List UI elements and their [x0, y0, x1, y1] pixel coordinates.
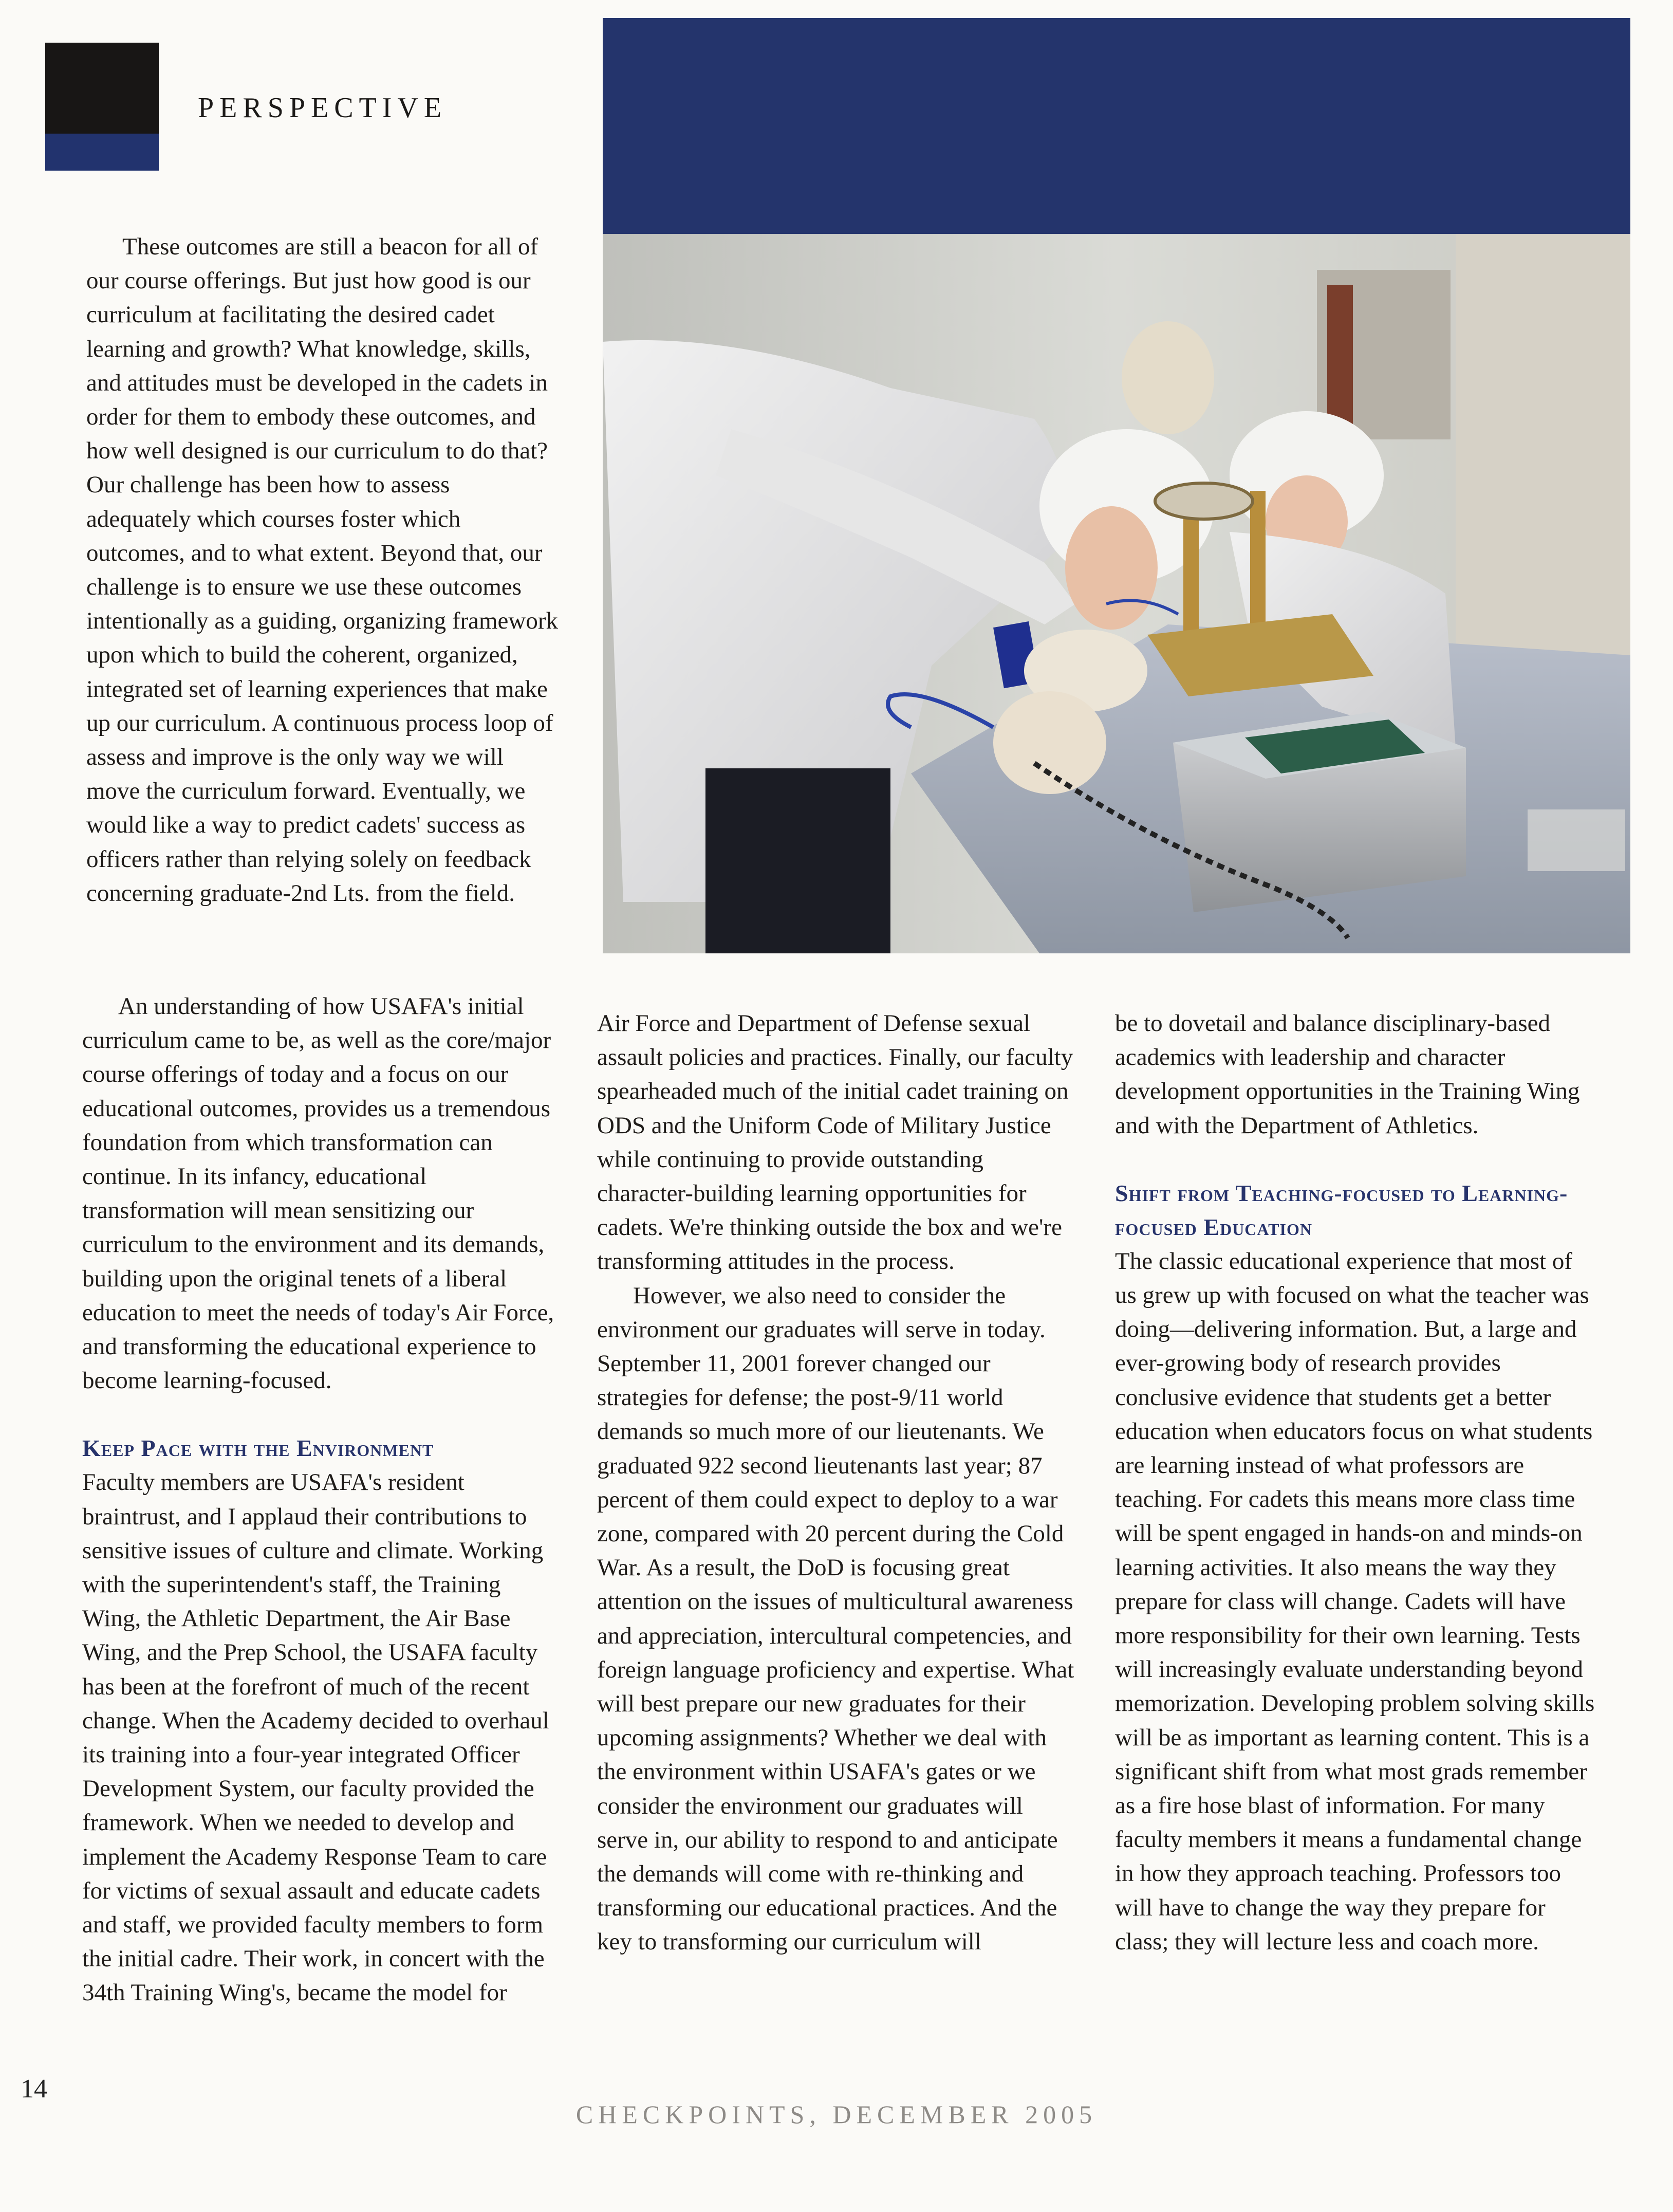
body-paragraph: Air Force and Department of Defense sexual assault policies and practices. Finally, our faculty spearheaded much of the initial cadet training on ODS and the Uniform Code of Military Justice while continuing to provide outstanding character-building learning opportunities for cadets. We're thinking outside the box and we're transforming attitudes in the process.: [597, 1010, 1073, 1275]
section-marker-blue: [45, 134, 159, 171]
section-heading: Shift from Teaching-focused to Learning-focused Education: [1115, 1179, 1568, 1240]
body-paragraph: The classic educational experience that most of us grew up with focused on what the teacher was doing—delivering information. But, a large and ever-growing body of research provides conclusive evidence that students get a better education when educators focus on what students are learning instead of what professors are teaching. For cadets this means more class time will be spent engaged in hands-on and minds-on learning activities. It also means the way they prepare for class will change. Cadets will have more responsibility for their own learning. Tests will increasingly evaluate understanding beyond memorization. Developing problem solving skills will be as important as learning content. This is a significant shift from what most grads remember as a fire hose blast of information. For many faculty members it means a fundamental change in how they approach teaching. Professors too will have to change the way they prepare for class; they will lecture less and coach more.: [1115, 1247, 1595, 1955]
body-paragraph: These outcomes are still a beacon for all of our course offerings. But just how good is our curriculum at facilitating the desired cadet learning and growth? What knowledge, skills, and attitudes must be developed in the cadets in order for them to embody these outcomes, and how well designed is our curriculum to do that? Our challenge has been how to assess adequately which courses foster which outcomes, and to what extent. Beyond that, our challenge is to ensure we use these outcomes intentionally as a guiding, organizing framework upon which to build the coherent, organized, integrated set of learning experiences that make up our curriculum. A continuous process loop of assess and improve is the only way we will move the curriculum forward. Eventually, we would like a way to predict cadets' success as officers rather than relying solely on feedback concerning graduate-2nd Lts. from the field.: [86, 233, 559, 907]
publication-footer: CHECKPOINTS, DECEMBER 2005: [575, 2100, 1098, 2129]
lab-photo-illustration: [603, 234, 1630, 953]
body-paragraph: An understanding of how USAFA's initial curriculum came to be, as well as the core/major course offerings of today and a focus on our educational outcomes, provides us a tremendous foundation from which transformation can continue. In its infancy, educational transformation will mean sensitizing our curriculum to the environment and its demands, building upon the original tenets of a liberal education to meet the needs of today's Air Force, and transforming the educational experience to become learning-focused.: [82, 993, 554, 1394]
column-left-top: [86, 230, 559, 910]
lab-photo: [603, 234, 1630, 953]
paragraph-gap: [82, 1397, 563, 1431]
photo-top-band: [603, 18, 1630, 234]
paragraph-gap: [1115, 1142, 1595, 1176]
body-paragraph: Faculty members are USAFA's resident braintrust, and I applaud their contributions to sensitive issues of culture and climate. Working with the superintendent's staff, the Training Wing, the Athletic Department, the Air Base Wing, and the Prep School, the USAFA faculty has been at the forefront of much of the recent change. When the Academy decided to overhaul its training into a four-year integrated Officer Development System, our faculty provided the framework. When we needed to develop and implement the Academy Response Team to care for victims of sexual assault and educate cadets and staff, we provided faculty members to form the initial cadre. Their work, in concert with the 34th Training Wing's, became the model for: [82, 1469, 549, 2006]
section-label: PERSPECTIVE: [198, 92, 448, 124]
section-heading: Keep Pace with the Environment: [82, 1435, 434, 1462]
column-left: [82, 989, 563, 2010]
body-paragraph: However, we also need to consider the environment our graduates will serve in today. September 11, 2001 forever changed our strategies for defense; the post-9/11 world demands so much more of our lieutenants. We graduated 922 second lieutenants last year; 87 percent of them could expect to deploy to a war zone, compared with 20 percent during the Cold War. As a result, the DoD is focusing great attention on the issues of multicultural awareness and appreciation, intercultural competencies, and foreign language proficiency and expertise. What will best prepare our new graduates for their upcoming assignments? Whether we deal with the environment within USAFA's gates or we consider the environment our graduates will serve in, our ability to respond to and anticipate the demands will come with re-thinking and transforming our educational practices. And the key to transforming our curriculum will: [597, 1282, 1074, 1956]
column-middle: [597, 1006, 1077, 1959]
page-number: 14: [21, 2074, 47, 2104]
column-right: [1115, 1006, 1595, 1959]
body-paragraph: be to dovetail and balance disciplinary-based academics with leadership and character development opportunities in the Training Wing and with the Department of Athletics.: [1115, 1010, 1580, 1139]
section-marker-black: [45, 43, 159, 134]
